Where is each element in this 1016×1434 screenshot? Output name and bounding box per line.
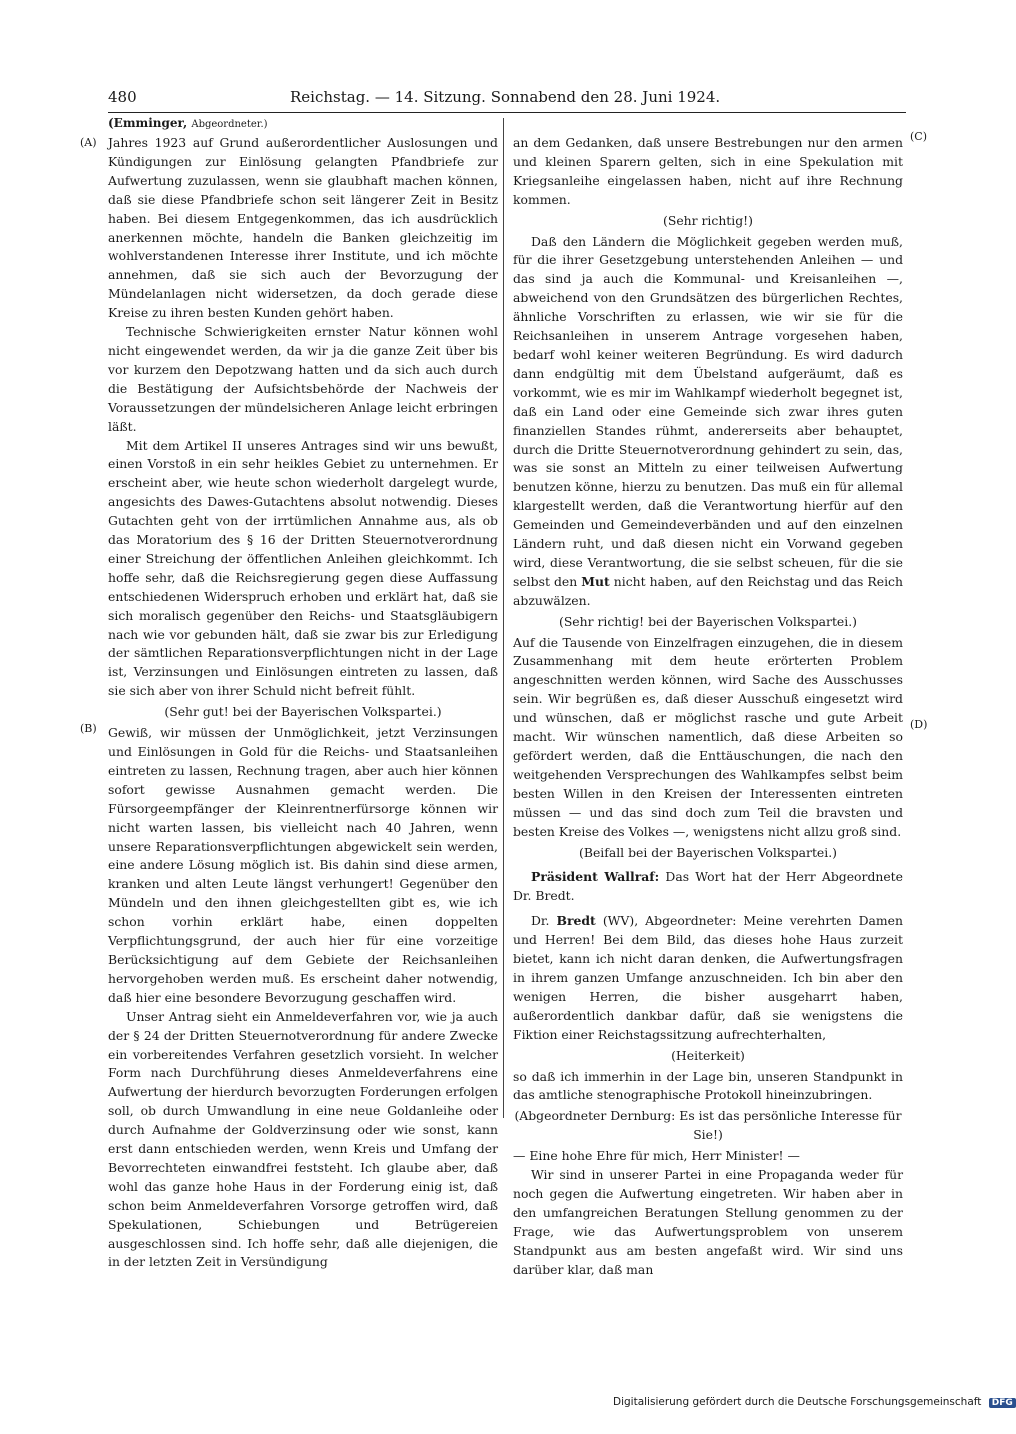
footer-credit — [613, 1396, 1016, 1408]
interjection: (Beifall bei der Bayerischen Volkspartei.) — [579, 844, 837, 860]
margin-marker-a: (A) — [80, 136, 97, 149]
left-column — [108, 134, 498, 1272]
paragraph: an dem Gedanken, daß unsere Bestrebungen nur den armen und kleinen Sparern gelten, sich in eine Spekulation mit Kriegsanleihe eingelassen haben, nicht auf ihre Rechnung kommen. — [513, 135, 903, 207]
paragraph: Technische Schwierigkeiten ernster Natur können wohl nicht eingewendet werden, da wir ja die ganze Zeit über bis vor kurzem den Depotzwang hatten und da sich auch durch die Bestätigung der Aufsichtsbehörde der Nachweis der Voraussetzungen der mündelsicheren Anlage leicht erbringen läßt. — [108, 324, 498, 434]
president-statement: Präsident Wallraf: Das Wort hat der Herr Abgeordnete Dr. Bredt. — [513, 869, 903, 904]
right-column — [513, 134, 903, 1279]
emphasis: Mut — [581, 573, 610, 589]
interjection: (Abgeordneter Dernburg: Es ist das persönliche Interesse für Sie!) — [514, 1108, 902, 1143]
interjection: (Sehr richtig! bei der Bayerischen Volkspartei.) — [558, 613, 858, 629]
interjection: (Sehr gut! bei der Bayerischen Volkspartei.) — [164, 704, 442, 720]
margin-marker-b: (B) — [80, 722, 97, 735]
column-divider — [503, 118, 504, 1118]
interjection: (Sehr richtig!) — [663, 212, 753, 228]
bredt-speech: Dr. Bredt (WV), Abgeordneter: Meine verehrten Damen und Herren! Bei dem Bild, das dieses hohe Haus zurzeit bietet, kann ich nicht daran denken, die Aufwertungsfragen in ihrem ganzen Umfange anzuschneiden. Ich bin aber den wenigen Herren, die bisher ausgeharrt haben, außerordentlich dankbar dafür, daß sie wenigstens die Fiktion einer Reichstagssitzung aufrechterhalten, — [513, 913, 903, 1042]
speaker-bredt: Bredt — [556, 913, 596, 929]
margin-marker-d: (D) — [910, 718, 928, 731]
dfg-logo: DFG — [989, 1398, 1016, 1408]
paragraph: Mit dem Artikel II unseres Antrages sind wir uns bewußt, einen Vorstoß in ein sehr heikles Gebiet zu unternehmen. Er erscheint aber, wie heute schon wiederholt dargelegt wurde, angesichts des Dawes-Gutachtens absolut notwendig. Dieses Gutachten geht von der irrtümlichen Annahme aus, als ob das Moratorium des § 16 der Dritten Steuernotverordnung einer Streichung der öffentlichen Anleihen gleichkommt. Ich hoffe sehr, daß die Reichsregierung gegen diese Auffassung entschiedenen Widerspruch erhoben und erklärt hat, daß sie sich moralisch gegenüber den Reichs- und Staatsgläubigern nach wie vor gebunden hält, daß sie zwar bis zur Erledigung der sämtlichen Reparationsverpflichtungen nicht in der Lage ist, Verzinsungen und Einlösungen eintreten zu lassen, daß sie sich aber von ihrer Schuld nicht befreit fühlt. — [108, 437, 498, 699]
page-number: 480 — [108, 88, 137, 106]
paragraph: Gewiß, wir müssen der Unmöglichkeit, jetzt Verzinsungen und Einlösungen in Gold für die Reichs- und Staatsanleihen eintreten zu lassen, Rechnung tragen, aber auch hier können sofort gewisse Ausnahmen gemacht werden. Die Fürsorgeempfänger der Kleinrentnerfürsorge können wir nicht warten lassen, bis vielleicht nach 40 Jahren, wenn unsere Reparationsverpflichtungen abgewickelt sein werden, eine andere Lösung möglich ist. Bis dahin sind diese armen, kranken und alten Leute längst verhungert! Gegenüber den Mündeln und den ihnen gleichgestellten gibt es, wie ich schon vorhin erklärt habe, einen doppelten Verpflichtungsgrund, der auch hier für eine vorzeitige Berücksichtigung auf dem Gebiete der Reichsanleihen hervorgehoben werden muß. Es erscheint daher notwendig, daß hier eine besondere Bevorzugung geschaffen wird. — [108, 725, 498, 1005]
interjection: (Heiterkeit) — [671, 1047, 745, 1063]
margin-marker-c: (C) — [910, 130, 927, 143]
paragraph: Unser Antrag sieht ein Anmeldeverfahren vor, wie ja auch der § 24 der Dritten Steuernotverordnung für andere Zwecke ein vorbereitendes Verfahren gesetzlich vorsieht. In welcher Form nach Durchführung dieses Anmeldeverfahrens eine Aufwertung der hierdurch bevorzugten Forderungen erfolgen soll, ob durch Umwandlung in eine neue Goldanleihe oder durch Aufnahme der Goldverzinsung oder wie sonst, kann erst dann entschieden werden, wenn Kreis und Umfang der Bevorrechteten einwandfrei feststeht. Ich glaube aber, daß wohl das ganze hohe Haus in der Forderung einig ist, daß schon beim Anmeldeverfahren Vorsorge getroffen wird, daß Spekulationen, Schiebungen und Betrügereien ausgeschlossen sind. Ich hoffe sehr, daß alle diejenigen, die in der letzten Zeit in Versündigung — [108, 1008, 498, 1270]
running-header — [108, 88, 720, 114]
paragraph: Auf die Tausende von Einzelfragen einzugehen, die in diesem Zusammenhang mit dem heute erörterten Problem angeschnitten werden können, wird Sache des Ausschusses sein. Wir begrüßen es, daß dieser Ausschuß eingesetzt wird und wünschen, daß er möglichst rasche und gute Arbeit macht. Wir wünschen namentlich, daß diese Arbeiten so gefördert werden, daß die Enttäuschungen, die nach den weitgehenden Versprechungen des Wahlkampfes selbst beim besten Willen in den Kreisen der Interessenten eintreten müssen — und das sind doch zum Teil die bravsten und besten Kreise des Volkes —, wenigstens nicht allzu groß sind. — [513, 634, 903, 839]
president-name: Präsident Wallraf: — [531, 869, 660, 885]
footer-text: Digitalisierung gefördert durch die Deutsche Forschungsgemeinschaft — [613, 1396, 982, 1408]
paragraph: Jahres 1923 auf Grund außerordentlicher Auslosungen und Kündigungen zur Einlösung gelangten Pfandbriefe zur Aufwertung zuzulassen, wenn sie glaubhaft machen können, daß sie diese Pfandbriefe schon seit längerer Zeit in Besitz haben. Bei diesem Entgegenkommen, das ich ausdrücklich anerkennen möchte, handeln die Banken gleichzeitig im wohlverstandenen Interesse ihrer Institute, und ich möchte annehmen, daß sie sich auch der Bevorzugung der Mündelanlagen nicht widersetzen, da doch gerade diese Kreise zu ihren besten Kunden gehört haben. — [108, 135, 498, 321]
paragraph: — Eine hohe Ehre für mich, Herr Minister! — — [513, 1148, 800, 1164]
header-rule — [108, 112, 906, 113]
paragraph: Daß den Ländern die Möglichkeit gegeben werden muß, für die ihrer Gesetzgebung unterstehenden Anleihen — und das sind ja auch die Kommunal- und Kreisanleihen —, abweichend von den Grundsätzen des bürgerlichen Rechtes, ähnliche Vorschriften zu erlassen, wie wir sie für die Reichsanleihen in unserem Antrage vorgesehen haben, bedarf wohl keiner weiteren Begründung. Es wird dadurch dann endgültig mit dem Übelstand aufgeräumt, daß es vorkommt, wie es mir im Wahlkampf wiederholt begegnet ist, daß ein Land oder eine Gemeinde sich zwar ihres guten finanziellen Standes rühmt, andererseits aber behauptet, durch die Dritte Steuernotverordnung gehindert zu sein, das, was sie sonst an Mitteln zu einer teilweisen Aufwertung benutzen könne, hierzu zu benutzen. Das muß ein für allemal klargestellt werden, daß die Verantwortung hierfür auf den Gemeinden und Gemeindeverbänden und auf den einzelnen Ländern ruht, und daß diesen nicht ein Vorwand gegeben wird, diese Verantwortung, die sie selbst scheuen, für die sie selbst den Mut nicht haben, auf den Reichstag und das Reich abzuwälzen. — [513, 233, 903, 608]
paragraph: so daß ich immerhin in der Lage bin, unseren Standpunkt in das amtliche stenographische Protokoll hineinzubringen. — [513, 1068, 903, 1103]
paragraph: Wir sind in unserer Partei in eine Propaganda weder für noch gegen die Aufwertung eingetreten. Wir haben aber in den umfangreichen Beratungen Stellung genommen zu der Frage, wie das Aufwertungsproblem von unserem Standpunkt aus am besten angefaßt wird. Wir sind uns darüber klar, daß man — [513, 1167, 903, 1277]
speaker-name: (Emminger, — [108, 116, 188, 130]
speaker-heading — [108, 116, 268, 130]
running-head: Reichstag. — 14. Sitzung. Sonnabend den 28. Juni 1924. — [290, 88, 721, 106]
speaker-role: Abgeordneter.) — [191, 119, 268, 130]
